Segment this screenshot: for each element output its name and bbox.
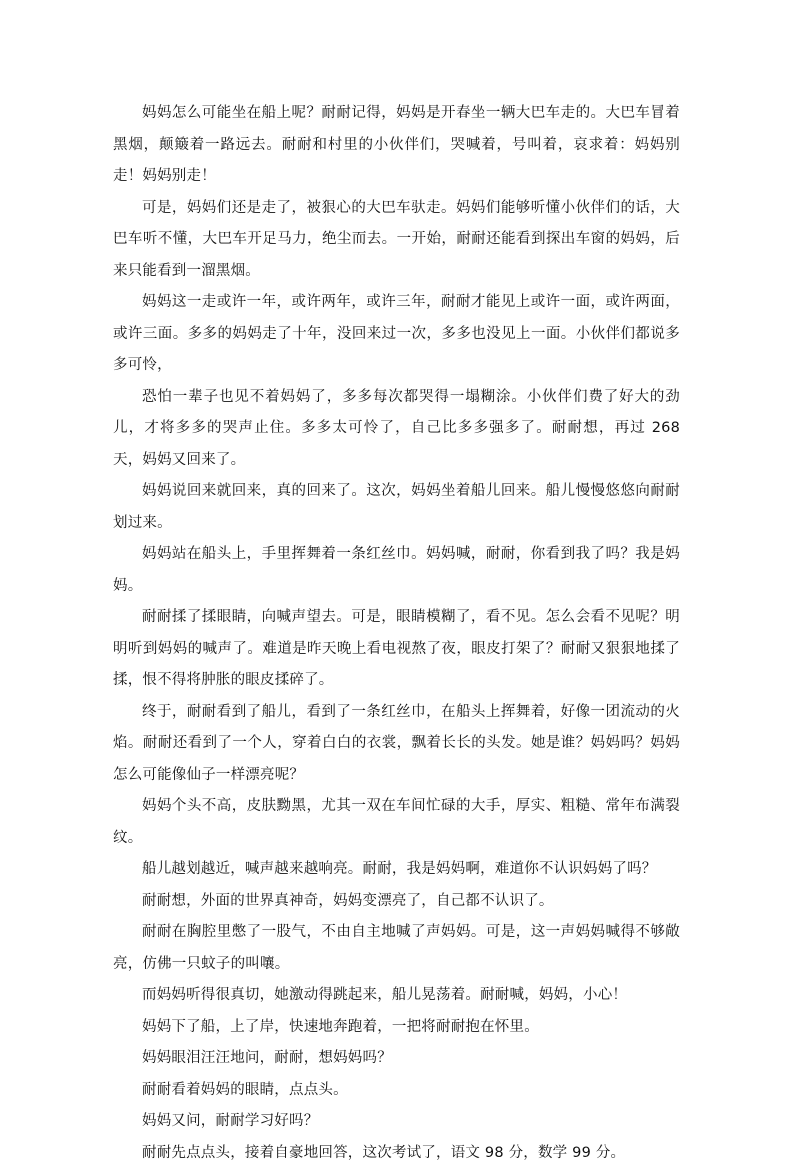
paragraph-9: 妈妈个头不高，皮肤黝黑，尤其一双在车间忙碌的大手，厚实、粗糙、常年布满裂纹。 bbox=[113, 791, 680, 854]
paragraph-18: 耐耐先点点头，接着自豪地回答，这次考试了，语文 98 分，数学 99 分。 bbox=[113, 1138, 680, 1169]
paragraph-11: 耐耐想，外面的世界真神奇，妈妈变漂亮了，自己都不认识了。 bbox=[113, 886, 680, 918]
paragraph-10: 船儿越划越近，喊声越来越响亮。耐耐，我是妈妈啊，难道你不认识妈妈了吗？ bbox=[113, 854, 680, 886]
document-body bbox=[113, 98, 680, 1169]
paragraph-8: 终于，耐耐看到了船儿，看到了一条红丝巾，在船头上挥舞着，好像一团流动的火焰。耐耐还看到了一个人，穿着白白的衣裳，飘着长长的头发。她是谁？妈妈吗？妈妈怎么可能像仙子一样漂亮呢？ bbox=[113, 697, 680, 792]
paragraph-2: 可是，妈妈们还是走了，被狠心的大巴车驮走。妈妈们能够听懂小伙伴们的话，大巴车听不懂，大巴车开足马力，绝尘而去。一开始，耐耐还能看到探出车窗的妈妈，后来只能看到一溜黑烟。 bbox=[113, 193, 680, 288]
paragraph-7: 耐耐揉了揉眼睛，向喊声望去。可是，眼睛模糊了，看不见。怎么会看不见呢？明明听到妈妈的喊声了。难道是昨天晚上看电视熬了夜，眼皮打架了？耐耐又狠狠地揉了揉，恨不得将肿胀的眼皮揉碎了。 bbox=[113, 602, 680, 697]
paragraph-1: 妈妈怎么可能坐在船上呢？耐耐记得，妈妈是开春坐一辆大巴车走的。大巴车冒着黑烟，颠簸着一路远去。耐耐和村里的小伙伴们，哭喊着，号叫着，哀求着：妈妈别走！妈妈别走！ bbox=[113, 98, 680, 193]
paragraph-14: 妈妈下了船，上了岸，快速地奔跑着，一把将耐耐抱在怀里。 bbox=[113, 1012, 680, 1044]
paragraph-6: 妈妈站在船头上，手里挥舞着一条红丝巾。妈妈喊，耐耐，你看到我了吗？我是妈妈。 bbox=[113, 539, 680, 602]
paragraph-12: 耐耐在胸腔里憋了一股气，不由自主地喊了声妈妈。可是，这一声妈妈喊得不够敞亮，仿佛一只蚊子的叫嚷。 bbox=[113, 917, 680, 980]
paragraph-3: 妈妈这一走或许一年，或许两年，或许三年，耐耐才能见上或许一面，或许两面，或许三面。多多的妈妈走了十年，没回来过一次，多多也没见上一面。小伙伴们都说多多可怜， bbox=[113, 287, 680, 382]
paragraph-16: 耐耐看着妈妈的眼睛，点点头。 bbox=[113, 1075, 680, 1107]
paragraph-4: 恐怕一辈子也见不着妈妈了，多多每次都哭得一塌糊涂。小伙伴们费了好大的劲儿，才将多多的哭声止住。多多太可怜了，自己比多多强多了。耐耐想，再过 268 天，妈妈又回来了。 bbox=[113, 382, 680, 477]
paragraph-15: 妈妈眼泪汪汪地问，耐耐，想妈妈吗？ bbox=[113, 1043, 680, 1075]
paragraph-13: 而妈妈听得很真切，她激动得跳起来，船儿晃荡着。耐耐喊，妈妈，小心！ bbox=[113, 980, 680, 1012]
paragraph-5: 妈妈说回来就回来，真的回来了。这次，妈妈坐着船儿回来。船儿慢慢悠悠向耐耐划过来。 bbox=[113, 476, 680, 539]
paragraph-17: 妈妈又问，耐耐学习好吗？ bbox=[113, 1106, 680, 1138]
